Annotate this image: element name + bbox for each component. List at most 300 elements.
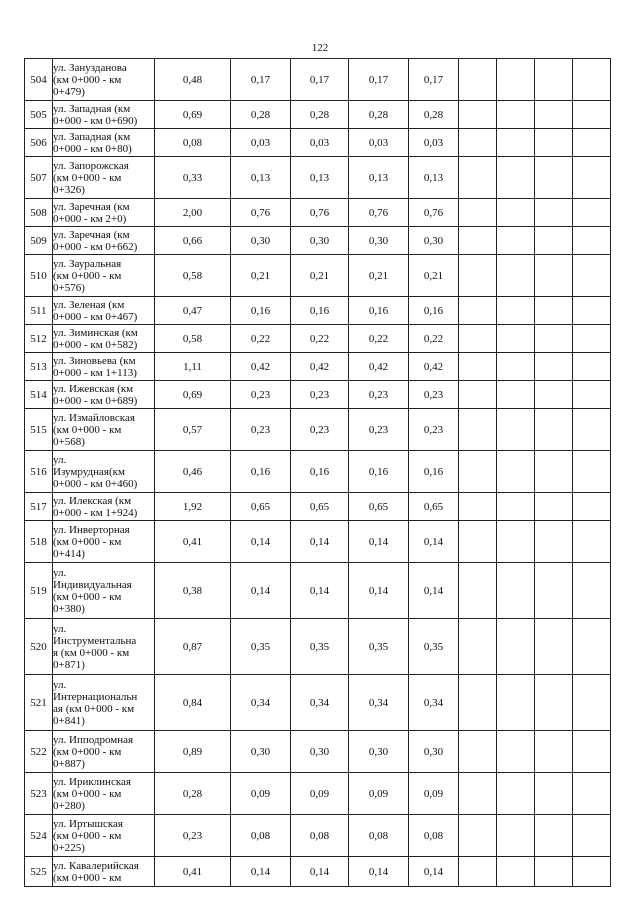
empty-cell — [573, 731, 611, 773]
street-name-line: 0+326) — [53, 183, 85, 196]
value-cell: 0,58 — [155, 255, 231, 297]
value-cell: 0,13 — [231, 157, 291, 199]
table-row — [25, 675, 611, 731]
empty-cell — [497, 381, 535, 409]
empty-cell — [535, 619, 573, 675]
street-name-line: (км 0+000 - км — [53, 171, 122, 184]
street-name-line: 0+380) — [53, 602, 85, 615]
street-name-cell — [53, 325, 155, 353]
empty-cell — [497, 409, 535, 451]
value-cell: 0,34 — [231, 675, 291, 731]
empty-cell — [535, 101, 573, 129]
value-cell: 0,30 — [409, 227, 459, 255]
value-cell: 0,42 — [231, 353, 291, 381]
street-name-line: Интернациональн — [53, 690, 138, 703]
value-cell: 0,69 — [155, 101, 231, 129]
empty-cell — [459, 255, 497, 297]
street-name-line: 0+280) — [53, 799, 85, 812]
value-cell: 0,58 — [155, 325, 231, 353]
street-name-cell — [53, 59, 155, 101]
page-number: 122 — [311, 42, 329, 54]
value-cell: 0,22 — [409, 325, 459, 353]
value-cell: 0,16 — [231, 297, 291, 325]
value-cell: 0,14 — [291, 521, 349, 563]
street-name-line: ул. Зеленая (км — [53, 298, 125, 311]
value-cell: 0,13 — [349, 157, 409, 199]
street-name-line: ул. Западная (км — [53, 102, 131, 115]
street-name-line: ул. Инверторная — [53, 523, 130, 536]
empty-cell — [497, 675, 535, 731]
street-name-cell — [53, 227, 155, 255]
street-name-line: 0+000 - км 0+582) — [53, 338, 138, 351]
empty-cell — [535, 353, 573, 381]
empty-cell — [497, 59, 535, 101]
empty-cell — [573, 521, 611, 563]
empty-cell — [497, 773, 535, 815]
empty-cell — [497, 227, 535, 255]
row-number: 506 — [25, 129, 53, 157]
empty-cell — [573, 773, 611, 815]
empty-cell — [535, 521, 573, 563]
street-name-line: 0+000 - км 1+924) — [53, 506, 138, 519]
value-cell: 0,14 — [291, 563, 349, 619]
value-cell: 0,21 — [231, 255, 291, 297]
row-number: 514 — [25, 381, 53, 409]
row-number: 507 — [25, 157, 53, 199]
street-name-cell — [53, 521, 155, 563]
row-number: 521 — [25, 675, 53, 731]
table-row — [25, 815, 611, 857]
street-name-line: (км 0+000 - км — [53, 829, 122, 842]
street-name-line: ул. Заречная (км — [53, 228, 130, 241]
street-name-line: Изумрудная(км — [53, 465, 125, 478]
value-cell: 0,16 — [409, 297, 459, 325]
street-name-line: (км 0+000 - км — [53, 269, 122, 282]
value-cell: 0,22 — [231, 325, 291, 353]
empty-cell — [497, 353, 535, 381]
empty-cell — [459, 857, 497, 887]
street-name-cell — [53, 731, 155, 773]
value-cell: 0,42 — [409, 353, 459, 381]
value-cell: 0,41 — [155, 857, 231, 887]
empty-cell — [459, 563, 497, 619]
street-name-line: 0+576) — [53, 281, 85, 294]
empty-cell — [459, 59, 497, 101]
street-name-cell — [53, 381, 155, 409]
street-name-line: Инструментальна — [53, 634, 137, 647]
row-number: 513 — [25, 353, 53, 381]
value-cell: 0,35 — [409, 619, 459, 675]
empty-cell — [535, 857, 573, 887]
empty-cell — [459, 325, 497, 353]
value-cell: 0,14 — [349, 521, 409, 563]
value-cell: 0,14 — [231, 857, 291, 887]
table-row — [25, 563, 611, 619]
street-name-cell — [53, 409, 155, 451]
value-cell: 1,11 — [155, 353, 231, 381]
street-name-cell — [53, 255, 155, 297]
table-row — [25, 255, 611, 297]
value-cell: 0,76 — [409, 199, 459, 227]
value-cell: 0,08 — [409, 815, 459, 857]
value-cell: 0,09 — [409, 773, 459, 815]
street-name-line: ул. Кавалерийская — [53, 859, 139, 872]
table-row — [25, 353, 611, 381]
value-cell: 0,03 — [409, 129, 459, 157]
empty-cell — [573, 255, 611, 297]
value-cell: 0,17 — [409, 59, 459, 101]
table-row — [25, 227, 611, 255]
street-name-cell — [53, 563, 155, 619]
value-cell: 0,30 — [349, 731, 409, 773]
street-name-line: (км 0+000 - км — [53, 745, 122, 758]
empty-cell — [497, 619, 535, 675]
value-cell: 0,14 — [291, 857, 349, 887]
street-name-line: ул. Ириклинская — [53, 775, 131, 788]
value-cell: 0,21 — [349, 255, 409, 297]
value-cell: 0,69 — [155, 381, 231, 409]
street-name-line: ул. — [53, 453, 67, 466]
street-name-line: Индивидуальная — [53, 578, 132, 591]
street-name-line: ул. Зауральная — [53, 257, 122, 270]
street-name-line: ул. Западная (км — [53, 130, 131, 143]
empty-cell — [497, 857, 535, 887]
value-cell: 0,28 — [231, 101, 291, 129]
row-number: 518 — [25, 521, 53, 563]
table-row — [25, 619, 611, 675]
empty-cell — [573, 199, 611, 227]
street-name-line: ул. Иртышская — [53, 817, 123, 830]
street-name-line: ул. — [53, 622, 67, 635]
street-name-line: ул. Илекская (км — [53, 494, 132, 507]
empty-cell — [459, 619, 497, 675]
row-number: 511 — [25, 297, 53, 325]
value-cell: 0,21 — [409, 255, 459, 297]
table-row — [25, 59, 611, 101]
value-cell: 0,28 — [155, 773, 231, 815]
empty-cell — [535, 227, 573, 255]
table-row — [25, 199, 611, 227]
value-cell: 0,09 — [349, 773, 409, 815]
value-cell: 0,89 — [155, 731, 231, 773]
street-name-cell — [53, 451, 155, 493]
empty-cell — [535, 731, 573, 773]
value-cell: 0,13 — [409, 157, 459, 199]
value-cell: 0,14 — [409, 857, 459, 887]
empty-cell — [459, 101, 497, 129]
empty-cell — [573, 157, 611, 199]
value-cell: 0,03 — [231, 129, 291, 157]
value-cell: 0,14 — [409, 521, 459, 563]
street-name-cell — [53, 619, 155, 675]
empty-cell — [497, 255, 535, 297]
empty-cell — [459, 731, 497, 773]
value-cell: 0,65 — [409, 493, 459, 521]
empty-cell — [573, 619, 611, 675]
value-cell: 0,14 — [231, 563, 291, 619]
value-cell: 0,30 — [291, 227, 349, 255]
street-name-line: ул. Заречная (км — [53, 200, 130, 213]
row-number: 512 — [25, 325, 53, 353]
value-cell: 0,14 — [349, 857, 409, 887]
row-number: 516 — [25, 451, 53, 493]
empty-cell — [535, 493, 573, 521]
row-number: 519 — [25, 563, 53, 619]
value-cell: 0,76 — [349, 199, 409, 227]
empty-cell — [459, 493, 497, 521]
street-name-line: 0+000 - км 0+467) — [53, 310, 138, 323]
value-cell: 0,30 — [231, 731, 291, 773]
empty-cell — [459, 227, 497, 255]
empty-cell — [535, 157, 573, 199]
value-cell: 2,00 — [155, 199, 231, 227]
value-cell: 0,65 — [231, 493, 291, 521]
empty-cell — [535, 451, 573, 493]
row-number: 525 — [25, 857, 53, 887]
empty-cell — [535, 325, 573, 353]
empty-cell — [535, 563, 573, 619]
value-cell: 0,23 — [291, 409, 349, 451]
street-name-line: 0+225) — [53, 841, 85, 854]
value-cell: 0,35 — [231, 619, 291, 675]
value-cell: 0,21 — [291, 255, 349, 297]
value-cell: 0,65 — [349, 493, 409, 521]
value-cell: 0,46 — [155, 451, 231, 493]
value-cell: 0,14 — [409, 563, 459, 619]
value-cell: 0,34 — [291, 675, 349, 731]
empty-cell — [497, 731, 535, 773]
street-name-line: (км 0+000 - км — [53, 787, 122, 800]
empty-cell — [535, 409, 573, 451]
empty-cell — [573, 325, 611, 353]
street-name-line: ул. — [53, 678, 67, 691]
street-name-line: (км 0+000 - км — [53, 423, 122, 436]
empty-cell — [459, 353, 497, 381]
street-name-line: 0+000 - км 0+460) — [53, 477, 138, 490]
value-cell: 0,16 — [291, 451, 349, 493]
street-name-line: ул. Зиновьева (км — [53, 354, 136, 367]
empty-cell — [535, 199, 573, 227]
value-cell: 0,28 — [349, 101, 409, 129]
row-number: 522 — [25, 731, 53, 773]
value-cell: 0,41 — [155, 521, 231, 563]
empty-cell — [535, 255, 573, 297]
empty-cell — [497, 101, 535, 129]
street-name-line: ул. — [53, 566, 67, 579]
street-name-line: 0+414) — [53, 547, 85, 560]
street-name-line: 0+000 - км 0+689) — [53, 394, 138, 407]
table-row — [25, 773, 611, 815]
row-number: 524 — [25, 815, 53, 857]
empty-cell — [573, 59, 611, 101]
row-number: 509 — [25, 227, 53, 255]
street-name-cell — [53, 157, 155, 199]
street-name-line: 0+000 - км 2+0) — [53, 212, 127, 225]
value-cell: 0,14 — [349, 563, 409, 619]
value-cell: 0,13 — [291, 157, 349, 199]
empty-cell — [573, 227, 611, 255]
value-cell: 0,66 — [155, 227, 231, 255]
street-name-line: 0+479) — [53, 85, 85, 98]
empty-cell — [573, 409, 611, 451]
street-name-cell — [53, 675, 155, 731]
table-row — [25, 101, 611, 129]
value-cell: 0,23 — [231, 381, 291, 409]
empty-cell — [459, 199, 497, 227]
table-row — [25, 157, 611, 199]
value-cell: 0,34 — [349, 675, 409, 731]
value-cell: 0,23 — [291, 381, 349, 409]
empty-cell — [573, 381, 611, 409]
empty-cell — [573, 129, 611, 157]
row-number: 523 — [25, 773, 53, 815]
row-number: 504 — [25, 59, 53, 101]
empty-cell — [573, 815, 611, 857]
empty-cell — [573, 297, 611, 325]
value-cell: 0,34 — [409, 675, 459, 731]
row-number: 510 — [25, 255, 53, 297]
street-name-line: 0+000 - км 0+80) — [53, 142, 132, 155]
value-cell: 0,38 — [155, 563, 231, 619]
row-number: 505 — [25, 101, 53, 129]
value-cell: 0,35 — [291, 619, 349, 675]
street-name-line: я (км 0+000 - км — [53, 646, 130, 659]
value-cell: 0,47 — [155, 297, 231, 325]
empty-cell — [535, 815, 573, 857]
empty-cell — [573, 101, 611, 129]
table-row — [25, 325, 611, 353]
empty-cell — [573, 857, 611, 887]
street-name-line: ул. Зиминская (км — [53, 326, 138, 339]
street-name-line: (км 0+000 - км — [53, 871, 122, 884]
value-cell: 0,14 — [231, 521, 291, 563]
empty-cell — [535, 381, 573, 409]
table-row — [25, 493, 611, 521]
empty-cell — [573, 451, 611, 493]
street-name-line: (км 0+000 - км — [53, 590, 122, 603]
street-name-cell — [53, 129, 155, 157]
row-number: 515 — [25, 409, 53, 451]
value-cell: 0,09 — [291, 773, 349, 815]
empty-cell — [459, 451, 497, 493]
empty-cell — [497, 493, 535, 521]
street-name-cell — [53, 297, 155, 325]
street-name-line: ул. Занузданова — [53, 61, 127, 74]
street-name-line: 0+887) — [53, 757, 85, 770]
street-name-line: (км 0+000 - км — [53, 535, 122, 548]
empty-cell — [497, 129, 535, 157]
empty-cell — [535, 59, 573, 101]
value-cell: 0,57 — [155, 409, 231, 451]
value-cell: 0,22 — [349, 325, 409, 353]
row-number: 508 — [25, 199, 53, 227]
empty-cell — [573, 675, 611, 731]
value-cell: 0,23 — [155, 815, 231, 857]
value-cell: 0,09 — [231, 773, 291, 815]
table-row — [25, 857, 611, 887]
table-row — [25, 731, 611, 773]
value-cell: 0,84 — [155, 675, 231, 731]
empty-cell — [535, 297, 573, 325]
row-number: 520 — [25, 619, 53, 675]
empty-cell — [459, 675, 497, 731]
road-table — [24, 58, 611, 887]
value-cell: 0,30 — [291, 731, 349, 773]
empty-cell — [497, 815, 535, 857]
value-cell: 0,76 — [231, 199, 291, 227]
street-name-line: ул. Измайловская — [53, 411, 135, 424]
empty-cell — [459, 129, 497, 157]
empty-cell — [459, 773, 497, 815]
street-name-line: (км 0+000 - км — [53, 73, 122, 86]
table-row — [25, 409, 611, 451]
value-cell: 0,23 — [409, 381, 459, 409]
table-row — [25, 381, 611, 409]
table-row — [25, 521, 611, 563]
street-name-line: ул. Ижевская (км — [53, 382, 134, 395]
street-name-line: ая (км 0+000 - км — [53, 702, 135, 715]
value-cell: 0,17 — [349, 59, 409, 101]
street-name-cell — [53, 101, 155, 129]
value-cell: 0,08 — [155, 129, 231, 157]
value-cell: 0,48 — [155, 59, 231, 101]
street-name-line: ул. Ипподромная — [53, 733, 134, 746]
empty-cell — [459, 381, 497, 409]
value-cell: 0,76 — [291, 199, 349, 227]
value-cell: 0,16 — [349, 451, 409, 493]
value-cell: 0,42 — [349, 353, 409, 381]
empty-cell — [535, 675, 573, 731]
value-cell: 0,17 — [291, 59, 349, 101]
street-name-cell — [53, 199, 155, 227]
street-name-line: 0+871) — [53, 658, 85, 671]
empty-cell — [459, 157, 497, 199]
value-cell: 0,23 — [349, 409, 409, 451]
value-cell: 0,16 — [231, 451, 291, 493]
empty-cell — [535, 773, 573, 815]
empty-cell — [497, 297, 535, 325]
value-cell: 0,16 — [409, 451, 459, 493]
street-name-cell — [53, 857, 155, 887]
empty-cell — [497, 325, 535, 353]
street-name-cell — [53, 815, 155, 857]
value-cell: 0,16 — [349, 297, 409, 325]
value-cell: 0,42 — [291, 353, 349, 381]
value-cell: 0,03 — [349, 129, 409, 157]
value-cell: 0,87 — [155, 619, 231, 675]
empty-cell — [497, 451, 535, 493]
empty-cell — [573, 563, 611, 619]
street-name-cell — [53, 493, 155, 521]
value-cell: 0,17 — [231, 59, 291, 101]
value-cell: 0,23 — [349, 381, 409, 409]
value-cell: 0,08 — [349, 815, 409, 857]
value-cell: 0,33 — [155, 157, 231, 199]
value-cell: 0,23 — [409, 409, 459, 451]
value-cell: 0,30 — [231, 227, 291, 255]
row-number: 517 — [25, 493, 53, 521]
street-name-line: 0+000 - км 0+690) — [53, 114, 138, 127]
empty-cell — [497, 199, 535, 227]
street-name-line: 0+841) — [53, 714, 85, 727]
empty-cell — [497, 157, 535, 199]
empty-cell — [573, 493, 611, 521]
empty-cell — [459, 409, 497, 451]
value-cell: 0,08 — [231, 815, 291, 857]
empty-cell — [459, 297, 497, 325]
value-cell: 0,22 — [291, 325, 349, 353]
table-row — [25, 451, 611, 493]
